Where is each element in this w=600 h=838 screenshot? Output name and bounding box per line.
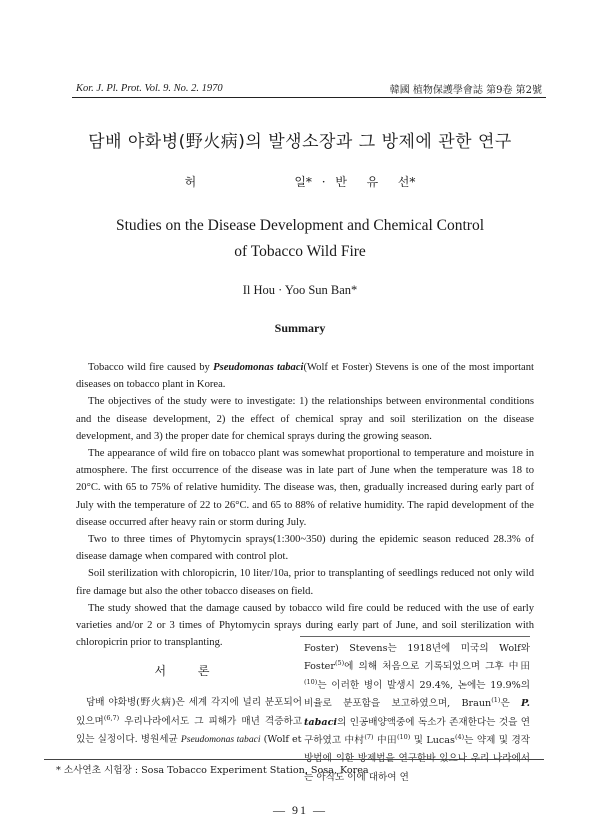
summary-heading: Summary [274, 321, 326, 335]
introduction-right-text: Foster) Stevens는 1918년에 미국의 Wolf와 Foster$^{(5)}$에 의해 처음으로 기록되었으며 그후 中田$^{(10)}$는 이러한 병이 발생시 29.4%, 논에는 19.9%의 비율로 분포함을 보고하였으며, Braun$^{(1)}$은 P. tabaci의 인공배양액중에 독소가 존재한다는 것을 연구하였고 中村$^{(7)}$ 中田$^{(10)}$ 및 Lucas$^{(4)}$는 약제 및 경작방법에 의한 방제법을 연구한바 있으나 우리 나라에서는 아직도 이에 대하여 연 [304, 643, 530, 783]
affiliation-footnote: * 소사연초 시험장 : Sosa Tobacco Experiment Station, Sosa, Korea [56, 765, 369, 776]
authors-english: Il Hou · Yoo Sun Ban* [242, 283, 358, 297]
introduction-left-text: 담배 야화병(野火病)은 세계 각지에 널리 분포되어있으며$^{(6,7)}$ 우리나라에서도 그 피해가 매년 격증하고 있는 실정이다. 병원세균 Pseudomonas tabaci (Wolf et [76, 697, 302, 746]
summary-paragraph-3: The appearance of wild fire on tobacco plant was somewhat proportional to temperature and moisture in atmosphere. The first occurrence of the disease was in late part of June when the temperature was 18 to 20°C. with 65 to 75% of relative humidity. The disease was, then, gradually increased during early part of July with the temperature of 22 to 26°C. and 65 to 88% of relative humidity. The rapid development of the disease occurred after heavy rain or storm during July. [76, 448, 534, 528]
pathogen-name: Pseudomonas tabaci [213, 362, 304, 373]
footnote-rule [44, 759, 544, 760]
summary-paragraph-5: Soil sterilization with chloropicrin, 10 liter/10a, prior to transplanting of seedlings reduced not only wild fire damage but also the other tobacco diseases on field. [76, 568, 534, 597]
introduction-heading: 서 론 [154, 664, 224, 678]
summary-body [76, 359, 534, 651]
title-english-line-2: of Tobacco Wild Fire [234, 243, 366, 260]
header-rule [72, 97, 546, 98]
introduction-left-column [76, 662, 302, 750]
summary-paragraph-6: The study showed that the damage caused by tobacco wild fire could be reduced with the use of early varieties and/or 2 or 3 times of Phytomycin sprays during early part of June, and soil sterilization with chloropicrin prior to transplanting. [76, 602, 534, 649]
journal-citation: Kor. J. Pl. Prot. Vol. 9. No. 2. 1970 [76, 83, 223, 94]
journal-citation-korean: 韓國 植物保護學會誌 第9卷 第2號 [389, 85, 542, 96]
summary-paragraph-1: Tobacco wild fire caused by Pseudomonas tabaci(Wolf et Foster) Stevens is one of the most important diseases on tobacco plant in Korea. [76, 362, 534, 391]
authors-korean: 허 일* · 반 유 선* [184, 175, 416, 189]
summary-paragraph-4: Two to three times of Phytomycin sprays(1:300~350) during the epidemic season reduced 28.3% of disease damage when compared with control plot. [76, 534, 534, 563]
title-english-line-1: Studies on the Disease Development and Chemical Control [115, 217, 485, 234]
paper-title-korean: 담배 야화병(野火病)의 발생소장과 그 방제에 관한 연구 [88, 132, 512, 152]
column-separator-rule [300, 636, 530, 637]
page-number: — 91 — [273, 803, 327, 817]
paper-title-english [0, 213, 600, 265]
summary-paragraph-2: The objectives of the study were to investigate: 1) the relationships between environmental conditions and the disease development, 2) the effect of chemical spray and soil sterilization on the disease development, and 3) the proper date for chemical sprays during the growing season. [76, 396, 534, 442]
